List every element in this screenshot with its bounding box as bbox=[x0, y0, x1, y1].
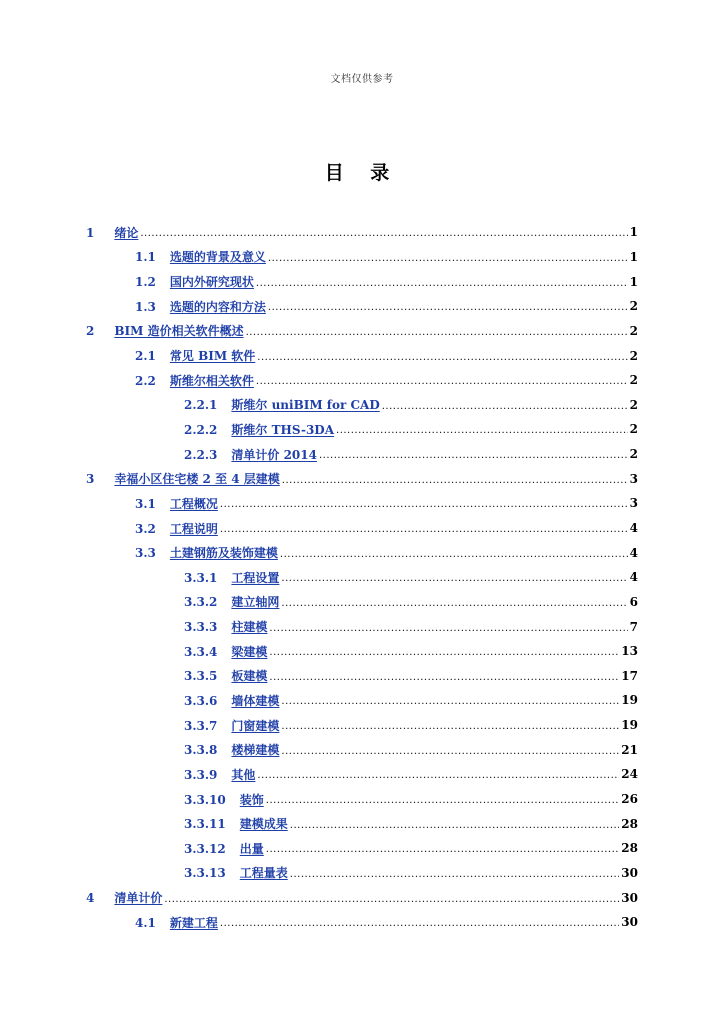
toc-entry-page-number: 28 bbox=[621, 841, 638, 856]
toc-entry bbox=[86, 269, 638, 294]
toc-entry-link[interactable] bbox=[135, 520, 218, 537]
toc-entry bbox=[86, 664, 638, 689]
toc-entry-page-number: 2 bbox=[629, 422, 638, 437]
toc-entry-link[interactable] bbox=[184, 766, 255, 783]
toc-entry-number: 1 bbox=[86, 225, 95, 240]
toc-entry bbox=[86, 442, 638, 467]
toc-entry-link[interactable] bbox=[135, 248, 266, 265]
toc-entry-page-number: 1 bbox=[629, 249, 638, 264]
toc-entry bbox=[86, 762, 638, 787]
toc-entry-title: 门窗建模 bbox=[231, 718, 280, 733]
toc-leader-dots bbox=[269, 673, 619, 683]
toc-entry-title: 板建模 bbox=[231, 669, 268, 684]
toc-entry-number: 3.3.4 bbox=[184, 644, 218, 659]
toc-entry-page-number: 2 bbox=[629, 348, 638, 363]
toc-entry-link[interactable] bbox=[184, 396, 380, 413]
toc-entry-title: 新建工程 bbox=[169, 915, 218, 930]
toc-entry-number: 3.3.3 bbox=[184, 620, 218, 635]
toc-entry-title: 选题的背景及意义 bbox=[169, 250, 266, 265]
header-watermark: 文档仅供参考 bbox=[330, 74, 394, 85]
toc-entry-number: 2.1 bbox=[135, 349, 156, 364]
toc-entry-number: 3.3 bbox=[135, 546, 156, 561]
toc-entry bbox=[86, 885, 638, 910]
toc-leader-dots bbox=[220, 500, 628, 510]
toc-leader-dots bbox=[319, 451, 628, 461]
toc-entry-title: BIM 造价相关软件概述 bbox=[114, 324, 244, 339]
toc-entry-link[interactable] bbox=[184, 840, 264, 857]
toc-leader-dots bbox=[257, 771, 619, 781]
toc-entry-page-number: 30 bbox=[621, 865, 638, 880]
toc-leader-dots bbox=[256, 279, 628, 289]
toc-entry-number: 3.3.10 bbox=[184, 792, 226, 807]
toc-leader-dots bbox=[257, 353, 627, 363]
toc-entry-number: 3.3.11 bbox=[184, 817, 226, 832]
toc-entry-page-number: 19 bbox=[621, 693, 638, 708]
toc-entry-number: 3.3.9 bbox=[184, 767, 218, 782]
toc-entry-link[interactable] bbox=[135, 914, 218, 931]
toc-entry-link[interactable] bbox=[184, 569, 279, 586]
toc-entry-number: 3.3.6 bbox=[184, 693, 218, 708]
toc-entry-title: 楼梯建模 bbox=[231, 743, 280, 758]
toc-entry-number: 3.3.5 bbox=[184, 669, 218, 684]
toc-entry-page-number: 24 bbox=[621, 767, 638, 782]
toc-entry bbox=[86, 540, 638, 565]
toc-leader-dots bbox=[140, 229, 627, 239]
toc-leader-dots bbox=[266, 845, 620, 855]
toc-leader-dots bbox=[281, 697, 619, 707]
toc-entry-number: 2 bbox=[86, 324, 95, 339]
toc-entry-title: 清单计价 2014 bbox=[231, 447, 317, 462]
toc-entry-link[interactable] bbox=[184, 864, 288, 881]
toc-entry-page-number: 2 bbox=[629, 299, 638, 314]
toc-entry-page-number: 7 bbox=[629, 619, 638, 634]
toc-entry-number: 1.1 bbox=[135, 250, 156, 265]
toc-entry-page-number: 4 bbox=[629, 521, 638, 535]
toc-entry-title: 国内外研究现状 bbox=[169, 275, 254, 290]
toc-entry-link[interactable] bbox=[184, 815, 288, 832]
toc-leader-dots bbox=[269, 624, 627, 634]
toc-leader-dots bbox=[268, 254, 628, 264]
toc-entry-link[interactable] bbox=[135, 544, 278, 561]
toc-entry bbox=[86, 220, 638, 245]
toc-entry-number: 2.2.3 bbox=[184, 447, 218, 462]
toc-entry bbox=[86, 910, 638, 935]
toc-title: 目 录 bbox=[324, 162, 400, 184]
toc-leader-dots bbox=[256, 377, 628, 387]
toc-entry-link[interactable] bbox=[184, 692, 279, 709]
toc-entry-title: 墙体建模 bbox=[231, 693, 280, 708]
toc-entry bbox=[86, 343, 638, 368]
toc-entry-page-number: 30 bbox=[621, 915, 638, 930]
toc-entry-page-number: 3 bbox=[629, 496, 638, 511]
toc-entry-number: 3.3.8 bbox=[184, 743, 218, 758]
toc-entry-title: 常见 BIM 软件 bbox=[169, 349, 256, 364]
toc-entry-link[interactable] bbox=[184, 717, 279, 734]
toc-entry bbox=[86, 614, 638, 639]
toc-entry bbox=[86, 836, 638, 861]
toc-leader-dots bbox=[282, 476, 628, 486]
toc-entry-number: 1.3 bbox=[135, 299, 156, 314]
toc-entry-page-number: 6 bbox=[629, 594, 638, 609]
toc-entry-page-number: 4 bbox=[629, 570, 638, 585]
toc-entry-title: 工程设置 bbox=[231, 570, 280, 585]
toc-entry-title: 装饰 bbox=[239, 792, 264, 807]
table-of-contents bbox=[86, 220, 638, 935]
toc-leader-dots bbox=[280, 550, 628, 560]
toc-entry-link[interactable] bbox=[86, 322, 244, 339]
toc-entry bbox=[86, 639, 638, 664]
toc-entry bbox=[86, 417, 638, 442]
toc-entry bbox=[86, 466, 638, 491]
toc-entry bbox=[86, 787, 638, 812]
toc-entry-link[interactable] bbox=[86, 470, 280, 487]
toc-leader-dots bbox=[269, 648, 619, 658]
toc-entry bbox=[86, 491, 638, 516]
toc-leader-dots bbox=[268, 303, 628, 313]
toc-entry-title: 柱建模 bbox=[231, 620, 268, 635]
toc-entry-title: 工程说明 bbox=[169, 521, 218, 536]
toc-entry bbox=[86, 392, 638, 417]
toc-leader-dots bbox=[281, 599, 627, 609]
toc-leader-dots bbox=[164, 895, 619, 905]
toc-entry bbox=[86, 368, 638, 393]
toc-entry-page-number: 13 bbox=[621, 644, 638, 659]
toc-entry-title: 出量 bbox=[239, 841, 264, 856]
toc-entry-title: 建模成果 bbox=[239, 817, 288, 832]
toc-entry-title: 梁建模 bbox=[231, 644, 268, 659]
toc-entry-title: 工程概况 bbox=[169, 496, 218, 511]
toc-entry-page-number: 30 bbox=[621, 890, 638, 905]
toc-entry-title: 其他 bbox=[231, 767, 256, 782]
toc-entry-link[interactable] bbox=[135, 347, 255, 364]
toc-entry-title: 工程量表 bbox=[239, 866, 288, 881]
toc-entry-page-number: 21 bbox=[621, 742, 638, 757]
toc-entry bbox=[86, 737, 638, 762]
toc-entry-link[interactable] bbox=[184, 643, 267, 660]
toc-entry bbox=[86, 861, 638, 886]
toc-entry-title: 斯维尔相关软件 bbox=[169, 373, 254, 388]
toc-entry-link[interactable] bbox=[184, 421, 334, 438]
toc-entry-page-number: 2 bbox=[629, 373, 638, 388]
toc-leader-dots bbox=[220, 525, 628, 535]
toc-entry bbox=[86, 590, 638, 615]
toc-entry bbox=[86, 294, 638, 319]
toc-entry-number: 2.2.2 bbox=[184, 422, 218, 437]
toc-entry-link[interactable] bbox=[86, 224, 138, 241]
toc-leader-dots bbox=[266, 796, 620, 806]
toc-entry-number: 2.2.1 bbox=[184, 398, 218, 413]
toc-entry-number: 3.1 bbox=[135, 496, 156, 511]
toc-entry-number: 3.3.13 bbox=[184, 866, 226, 881]
toc-entry-page-number: 2 bbox=[629, 397, 638, 412]
toc-entry-number: 3.3.7 bbox=[184, 718, 218, 733]
toc-leader-dots bbox=[281, 722, 619, 732]
toc-entry-page-number: 1 bbox=[629, 225, 638, 240]
toc-entry-link[interactable] bbox=[86, 889, 162, 906]
toc-entry-page-number: 4 bbox=[629, 545, 638, 560]
toc-entry-number: 4 bbox=[86, 891, 95, 906]
toc-entry-title: 绪论 bbox=[114, 225, 139, 240]
toc-entry-page-number: 2 bbox=[629, 447, 638, 462]
toc-entry-page-number: 3 bbox=[629, 471, 638, 486]
toc-entry-number: 4.1 bbox=[135, 915, 156, 930]
toc-entry-title: 幸福小区住宅楼 2 至 4 层建模 bbox=[114, 472, 280, 487]
toc-entry-link[interactable] bbox=[135, 372, 254, 389]
toc-entry bbox=[86, 516, 638, 541]
toc-entry-number: 3 bbox=[86, 472, 95, 487]
toc-entry bbox=[86, 688, 638, 713]
toc-entry-number: 3.3.1 bbox=[184, 570, 218, 585]
toc-entry-link[interactable] bbox=[184, 791, 264, 808]
toc-entry bbox=[86, 565, 638, 590]
toc-entry-page-number: 2 bbox=[629, 323, 638, 338]
toc-leader-dots bbox=[246, 328, 628, 338]
toc-entry-number: 3.3.12 bbox=[184, 841, 226, 856]
toc-leader-dots bbox=[281, 747, 619, 757]
toc-entry-link[interactable] bbox=[184, 593, 279, 610]
toc-entry-title: 斯维尔 THS-3DA bbox=[231, 422, 335, 437]
toc-entry-page-number: 17 bbox=[621, 668, 638, 683]
toc-entry-link[interactable] bbox=[184, 667, 267, 684]
toc-leader-dots bbox=[290, 870, 620, 880]
toc-entry bbox=[86, 319, 638, 344]
toc-entry-page-number: 28 bbox=[621, 816, 638, 831]
toc-entry-page-number: 1 bbox=[629, 274, 638, 289]
toc-entry bbox=[86, 245, 638, 270]
toc-entry-number: 3.2 bbox=[135, 521, 156, 536]
toc-leader-dots bbox=[336, 426, 628, 436]
toc-entry-title: 土建钢筋及装饰建模 bbox=[169, 546, 278, 561]
toc-entry-number: 2.2 bbox=[135, 373, 156, 388]
toc-entry-link[interactable] bbox=[135, 495, 218, 512]
toc-entry-link[interactable] bbox=[184, 741, 279, 758]
toc-entry-title: 建立轴网 bbox=[231, 595, 280, 610]
toc-entry-number: 1.2 bbox=[135, 275, 156, 290]
toc-leader-dots bbox=[220, 919, 619, 929]
toc-entry bbox=[86, 713, 638, 738]
toc-entry-link[interactable] bbox=[135, 273, 254, 290]
toc-entry-link[interactable] bbox=[184, 446, 317, 463]
toc-entry-page-number: 19 bbox=[621, 718, 638, 733]
toc-entry bbox=[86, 811, 638, 836]
toc-entry-link[interactable] bbox=[184, 618, 267, 635]
toc-leader-dots bbox=[281, 574, 627, 584]
toc-entry-title: 斯维尔 uniBIM for CAD bbox=[231, 398, 380, 413]
toc-leader-dots bbox=[382, 402, 628, 412]
toc-entry-title: 选题的内容和方法 bbox=[169, 299, 266, 314]
toc-entry-title: 清单计价 bbox=[114, 891, 163, 906]
toc-entry-page-number: 26 bbox=[621, 792, 638, 807]
toc-entry-number: 3.3.2 bbox=[184, 595, 218, 610]
toc-leader-dots bbox=[290, 821, 620, 831]
toc-entry-link[interactable] bbox=[135, 298, 266, 315]
